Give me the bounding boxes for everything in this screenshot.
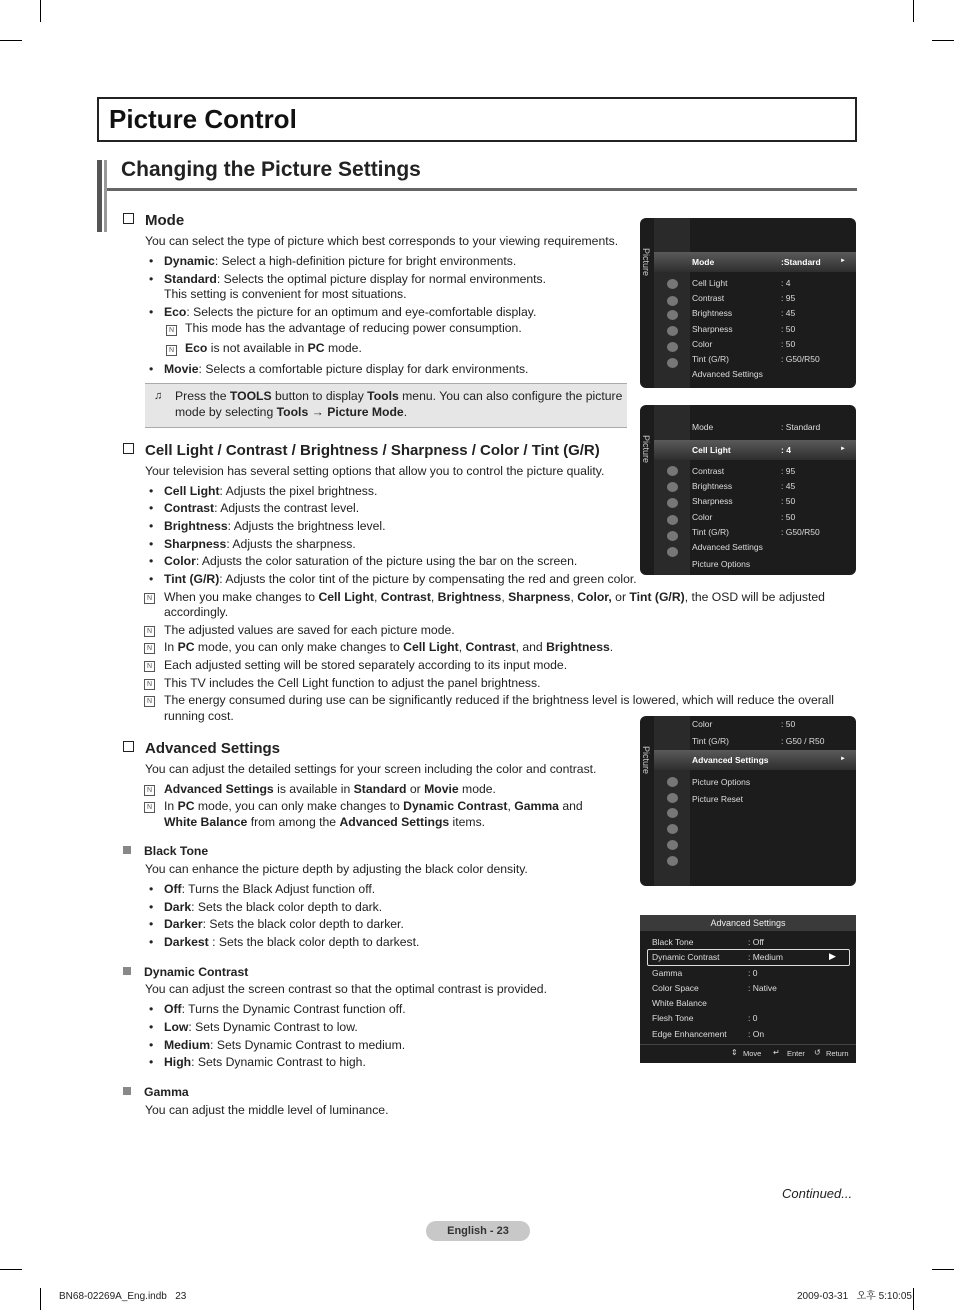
crop-mark [913,0,914,22]
bullet: • [149,501,154,515]
osd-row-value: : 50 [781,496,796,506]
footer-return: Return [826,1049,849,1058]
section-title: Changing the Picture Settings [121,158,421,181]
mode-eco: Eco: Selects the picture for an optimum and eye-comfortable display. [164,305,537,319]
tools-icon: ♫ [154,390,163,402]
page-number-badge: English - 23 [426,1221,530,1241]
cell-note-5: This TV includes the Cell Light function to adjust the panel brightness. [164,676,541,690]
osd-row-value: : G50/R50 [781,354,820,364]
note-icon: N [144,626,155,637]
osd-row-label: Sharpness [692,324,733,334]
arrow-right-icon: ▶ [829,951,836,961]
note-icon: N [166,345,177,356]
bullet: • [149,882,154,896]
crop-mark [0,1269,22,1270]
cell-note-3: In PC mode, you can only make changes to Cell Light, Contrast, and Brightness. [164,640,614,654]
menu-icon [667,358,678,368]
menu-icon [667,296,678,306]
osd-row-label: Advanced Settings [692,542,763,552]
crop-mark [913,1288,914,1310]
menu-icon [667,310,678,320]
menu-icon [667,547,678,557]
square-bullet-icon [123,1087,131,1095]
osd-row-label: Sharpness [692,496,733,506]
tools-note-line2: mode by selecting Tools → Picture Mode. [175,405,408,419]
bullet: • [149,1002,154,1016]
menu-icon [667,824,678,834]
osd-row-value: : 50 [781,719,796,729]
osd-row-label: Color [692,512,713,522]
menu-icon [667,498,678,508]
bullet: • [149,1038,154,1052]
bullet: • [149,484,154,498]
menu-icon [667,808,678,818]
mode-movie: Movie: Selects a comfortable picture display for dark environments. [164,362,529,376]
osd-row-value: : 0 [748,968,758,978]
osd-row-value: : 0 [748,1013,758,1023]
bullet: • [149,272,154,286]
osd-row-label: Gamma [652,968,683,978]
bullet: • [149,537,154,551]
bullet: • [149,900,154,914]
arrow-right-icon: ► [840,446,846,452]
crop-mark [40,1288,41,1310]
osd-row-label: Tint (G/R) [692,736,729,746]
arrow-right-icon: ► [840,756,846,762]
osd-side-label: Picture [641,248,651,277]
footer-move: Move [743,1049,762,1058]
return-icon: ↺ [814,1048,821,1057]
osd-row-label: Advanced Settings [692,755,769,765]
menu-icon [667,777,678,787]
mode-intro: You can select the type of picture which best corresponds to your viewing requirements. [145,234,619,248]
cell-intro: Your television has several setting options that allow you to control the picture quality. [145,464,605,478]
osd-row-label: Black Tone [652,937,694,947]
dyn-item: Off: Turns the Dynamic Contrast function off. [164,1002,406,1016]
adv-intro: You can adjust the detailed settings for your screen including the color and contrast. [145,762,597,776]
bullet: • [149,572,154,586]
crop-mark [40,0,41,22]
osd-row-value: : 4 [781,445,791,455]
arrow-right-icon: ► [840,258,846,264]
square-bullet-icon [123,967,131,975]
osd-row-value: : 95 [781,293,796,303]
osd-row-value: : G50/R50 [781,527,820,537]
osd-row-label: Picture Options [692,559,751,569]
menu-icon [667,326,678,336]
osd-highlight [654,750,856,770]
osd-row-label: Tint (G/R) [692,527,729,537]
checkbox-icon [123,443,134,454]
adv-heading: Advanced Settings [123,740,280,757]
black-item: Darker: Sets the black color depth to darker. [164,917,404,931]
menu-icon [667,856,678,866]
cell-item: Tint (G/R): Adjusts the color tint of the picture by compensating the red and green color. [164,572,637,586]
osd-row-label: Picture Options [692,777,751,787]
cell-note-6: The energy consumed during use can be significantly reduced if the brightness level is lowered, which will reduce the overall [164,693,834,707]
adv-note-1: Advanced Settings is available in Standard or Movie mode. [164,782,496,796]
dyn-item: Low: Sets Dynamic Contrast to low. [164,1020,358,1034]
cell-note-2: The adjusted values are saved for each picture mode. [164,623,455,637]
black-item: Darkest : Sets the black color depth to darkest. [164,935,420,949]
osd-row-label: Brightness [692,308,733,318]
dyn-item: High: Sets Dynamic Contrast to high. [164,1055,366,1069]
osd-row-label: Tint (G/R) [692,354,729,364]
move-icon: ⇕ [731,1048,738,1057]
page-title: Picture Control [109,104,297,134]
cell-item: Color: Adjusts the color saturation of the picture using the bar on the screen. [164,554,578,568]
menu-icon [667,466,678,476]
osd-row-value: : Standard [781,422,821,432]
osd-row-value: : 50 [781,512,796,522]
dyn-item: Medium: Sets Dynamic Contrast to medium. [164,1038,406,1052]
continued-text: Continued... [782,1186,853,1201]
osd-row-label: Cell Light [692,278,728,288]
menu-icon [667,531,678,541]
adv-note-2: In PC mode, you can only make changes to Dynamic Contrast, Gamma and [164,799,583,813]
tools-note-line1: Press the TOOLS button to display Tools menu. You can also configure the picture [175,389,623,403]
divider [640,1044,856,1045]
osd-row-label: Dynamic Contrast [652,952,720,962]
cell-note-1b: accordingly. [164,605,229,619]
dyn-intro: You can adjust the screen contrast so that the optimal contrast is provided. [145,982,547,996]
osd-row-value: : 50 [781,339,796,349]
dyn-heading: Dynamic Contrast [123,965,248,980]
osd-row-value: : Medium [748,952,783,962]
osd-row-label: Brightness [692,481,733,491]
menu-icon [667,342,678,352]
osd-row-label: Edge Enhancement [652,1029,727,1039]
osd-picture-advanced [640,716,856,886]
eco-note-1: N This mode has the advantage of reducing power consumption. [166,321,522,336]
black-intro: You can enhance the picture depth by adjusting the black color density. [145,862,528,876]
black-tone-heading: Black Tone [123,844,208,859]
osd-row-value: : 50 [781,324,796,334]
cell-heading: Cell Light / Contrast / Brightness / Sharpness / Color / Tint (G/R) [123,442,600,459]
osd-row-label: White Balance [652,998,707,1008]
cell-item: Sharpness: Adjusts the sharpness. [164,537,356,551]
footer-enter: Enter [787,1049,805,1058]
bullet: • [149,554,154,568]
note-icon: N [144,593,155,604]
osd-row-value: : 45 [781,308,796,318]
bullet: • [149,519,154,533]
checkbox-icon [123,741,134,752]
cell-note-6b: running cost. [164,709,234,723]
osd-title: Advanced Settings [640,915,856,931]
osd-row-value: : 45 [781,481,796,491]
osd-row-value: : G50 / R50 [781,736,825,746]
note-icon: N [144,661,155,672]
mode-standard: Standard: Selects the optimal picture display for normal environments. [164,272,547,286]
bullet: • [149,935,154,949]
cell-item: Contrast: Adjusts the contrast level. [164,501,360,515]
crop-mark [0,40,22,41]
osd-row-value: : 4 [781,278,791,288]
bullet: • [149,305,154,319]
osd-row-value: : 95 [781,466,796,476]
adv-note-2b: White Balance from among the Advanced Settings items. [164,815,486,829]
cell-note-4: Each adjusted setting will be stored separately according to its input mode. [164,658,568,672]
osd-row-label: Contrast [692,466,725,476]
osd-row-label: Color Space [652,983,699,993]
osd-row-label: Color [692,339,713,349]
note-icon: N [166,325,177,336]
note-icon: N [144,802,155,813]
section-bar [104,160,107,232]
menu-icon [667,793,678,803]
osd-row-label: Mode [692,422,714,432]
cell-item: Cell Light: Adjusts the pixel brightness. [164,484,378,498]
bullet: • [149,917,154,931]
cell-note-1: When you make changes to Cell Light, Contrast, Brightness, Sharpness, Color, or Tint (G/R), the OSD will be adjusted [164,590,825,604]
osd-row-label: Color [692,719,713,729]
footer-timestamp: 2009-03-31 오후 5:10:05 [797,1291,912,1302]
osd-row-label: Advanced Settings [692,369,763,379]
enter-icon: ↵ [773,1048,780,1057]
mode-dynamic: Dynamic: Select a high-definition picture for bright environments. [164,254,517,268]
crop-mark [932,40,954,41]
note-icon: N [144,679,155,690]
menu-icon [667,840,678,850]
menu-icon [667,482,678,492]
page-title-box [97,97,857,142]
checkbox-icon [123,213,134,224]
osd-row-value: : Native [748,983,777,993]
eco-note-2: N Eco is not available in PC mode. [166,341,362,356]
footer-filename: BN68-02269A_Eng.indb 23 [59,1291,187,1302]
osd-highlight [654,440,856,460]
square-bullet-icon [123,846,131,854]
gamma-intro: You can adjust the middle level of luminance. [145,1103,389,1117]
osd-side-label: Picture [641,746,651,775]
bullet: • [149,1020,154,1034]
bullet: • [149,254,154,268]
osd-advanced-settings [640,915,856,1063]
menu-icon [667,279,678,289]
black-item: Off: Turns the Black Adjust function off. [164,882,376,896]
osd-row-value: : On [748,1029,765,1039]
mode-heading: Mode [123,212,184,229]
bullet: • [149,1055,154,1069]
section-rule [107,188,857,191]
osd-row-label: Cell Light [692,445,731,455]
note-icon: N [144,696,155,707]
osd-picture-mode [640,218,856,388]
osd-highlight [654,252,856,272]
osd-side-label: Picture [641,435,651,464]
osd-picture-cell-light [640,405,856,575]
crop-mark [932,1269,954,1270]
osd-row-label: Mode [692,257,715,267]
cell-item: Brightness: Adjusts the brightness level. [164,519,386,533]
note-icon: N [144,643,155,654]
osd-row-label: Contrast [692,293,725,303]
osd-row-label: Flesh Tone [652,1013,694,1023]
mode-standard-2: This setting is convenient for most situations. [164,287,407,301]
menu-icon [667,515,678,525]
black-item: Dark: Sets the black color depth to dark. [164,900,383,914]
gamma-heading: Gamma [123,1085,189,1100]
osd-row-value: :Standard [781,257,821,267]
osd-row-value: : Off [748,937,764,947]
bullet: • [149,362,154,376]
section-bar [97,160,102,232]
osd-row-label: Picture Reset [692,794,744,804]
note-icon: N [144,785,155,796]
